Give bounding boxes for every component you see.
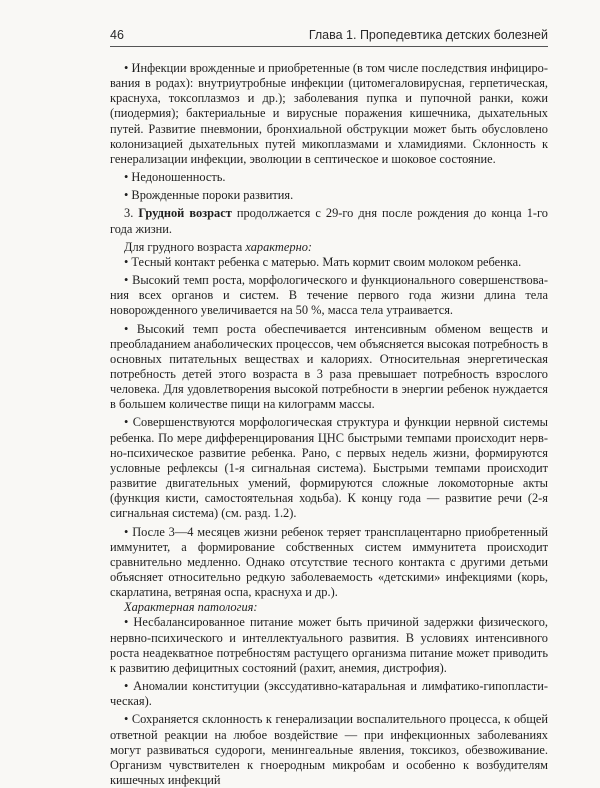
page-body [110, 61, 548, 788]
pathology-heading: Характерная патология: [124, 600, 258, 615]
chapter-title: Глава 1. Пропедевтика детских болезней [308, 28, 548, 42]
page-number: 46 [110, 28, 124, 42]
section-number: 3. [124, 206, 134, 221]
paragraph-mother-contact: • Тесный контакт ребенка с матерью. Мать кормит своим молоком ребенка. [124, 254, 522, 269]
paragraph-prematurity: • Недоношенность. [124, 170, 226, 185]
characteristic-intro-text: Для грудного возраста [124, 239, 246, 254]
paragraph-metabolism: • Высокий темп роста обеспечивается интенсивным обменом веществ и преобладанием анаболических процессов, чем объясняется высокая потребность в основных питательных веществах и калориях. Относительная энергетическая потребность детей этого возраста в 3 раза превышает потребность взрослого человека. Для удовлетворения высокой потребности в энергии ребенок нуждается в большем количестве пищи на килограмм массы. [110, 321, 548, 412]
running-header [110, 28, 548, 47]
paragraph-infections: • Инфекции врожденные и приобретенные (в том числе последствия инфицирования в родах): внутриутробные инфекции (цитомегаловирусная, герпетическая, краснуха, токсоплазмоз и др.); заболевания пупка и пупочной ранки, кожи (пиодермия); бактериальные и вирусные поражения кишечника, дыхательных путей. Развитие пневмонии, бронхиальной обструкции может быть обусловлено колонизацией дыхательных путей микоплазмами и хламидиями. Склонность к генерализации инфекции, эволюции в септическое и шоковое состояние. [110, 61, 548, 166]
paragraph-generalization: • Сохраняется склонность к генерализации воспалительного процесса, к общей ответной реакции на любое воздействие — при инфекционных заболеваниях могут развиваться судороги, менингеальные явления, токсикоз, обезвоживание. Организм чувствителен к гноеродным микробам и особенно к возбудителям кишечных инфекций [110, 712, 548, 788]
section-text: продолжается с 29-го дня после рождения до конца 1-го года жизни. [110, 206, 548, 236]
paragraph-immunity: • После 3—4 месяцев жизни ребенок теряет трансплацентарно приобретенный иммунитет, а формирование собственных систем иммунитета происходит сравнительно медленно. Однако отсутствие тесного контакта с другими детьми объясняет относительно редкую заболеваемость «детскими» инфекциями (корь, скарлатина, ветряная оспа, краснуха и др.). [110, 524, 548, 600]
section-3-paragraph [110, 206, 548, 236]
paragraph-congenital-defects: • Врожденные пороки развития. [124, 188, 294, 203]
paragraph-nutrition: • Несбалансированное питание может быть причиной задержки физического, нервно-психического и интеллектуального развития. В условиях интенсивного роста неадекватное потребностям растущего организма питание может приводить к развитию дефицитных состояний (рахит, анемия, дистрофия). [110, 615, 548, 675]
characteristic-intro [110, 240, 548, 255]
characteristic-intro-italic: характерно: [245, 239, 313, 254]
paragraph-growth-rate: • Высокий темп роста, морфологического и функционального совершенствования всех органов и систем. В течение первого года жизни длина тела новорожденного увеличивается на 50 %, масса тела утраивается. [110, 273, 548, 318]
paragraph-constitution: • Аномалии конституции (экссудативно-катаральная и лимфатико-гипопластическая). [110, 679, 548, 709]
paragraph-nervous-system: • Совершенствуются морфологическая структура и функции нервной системы ребенка. По мере дифференцирования ЦНС быстрыми темпами происходит нервно-психическое развитие ребенка. Рано, с первых недель жизни, формируются условные рефлексы (1-я сигнальная система). Быстрыми темпами происходит развитие двигательных умений, формируются сложные локомоторные акты (функция кисти, самостоятельная ходьба). К концу года — развитие речи (2-я сигнальная система) (см. разд. 1.2). [110, 415, 548, 521]
section-title: Грудной возраст [138, 206, 232, 221]
